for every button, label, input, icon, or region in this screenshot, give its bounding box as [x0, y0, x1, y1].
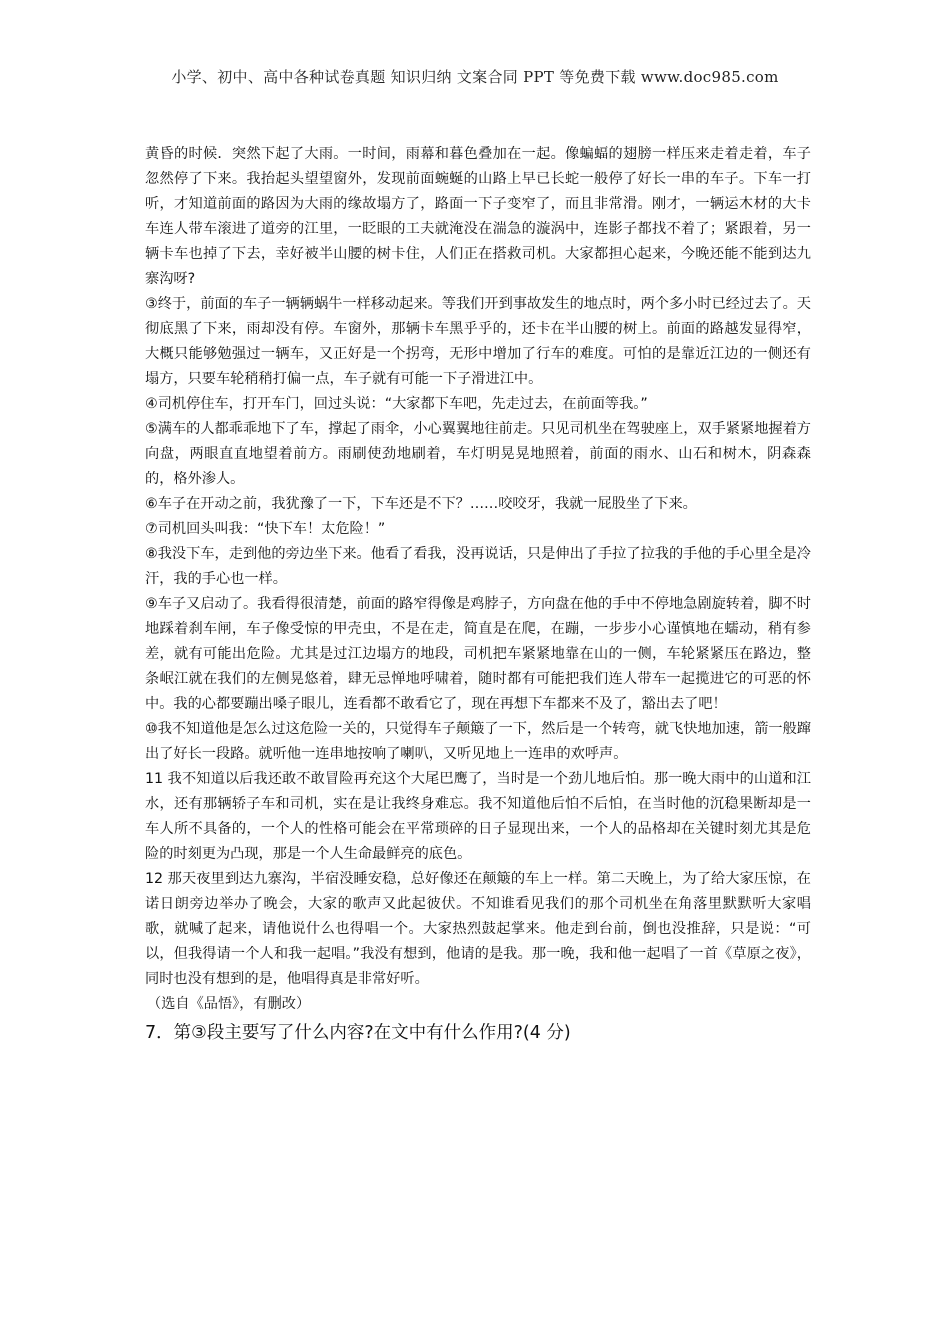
- paragraph-2: 黄昏的时候．突然下起了大雨。一时间，雨幕和暮色叠加在一起。像蝙蝠的翅膀一样压来走着走着，车子忽然停了下来。我抬起头望望窗外，发现前面蜿蜒的山路上早已长蛇一般停了好长一串的车子。下车一打听，才知道前面的路因为大雨的缘故塌方了，路面一下子变窄了，而且非常滑。刚才，一辆运木材的大卡车连人带车滚进了道旁的江里，一眨眼的工夫就淹没在湍急的漩涡中，连影子都找不着了；紧跟着，另一辆卡车也掉了下去，幸好被半山腰的树卡住，人们正在搭救司机。大家都担心起来，今晚还能不能到达九寨沟呀?: [145, 146, 811, 287]
- paragraph-7: ⑦司机回头叫我：“快下车！太危险！”: [145, 521, 386, 537]
- page-header: 小学、初中、高中各种试卷真题 知识归纳 文案合同 PPT 等免费下载 www.doc985.com: [171, 68, 779, 86]
- article-body: [145, 142, 811, 1047]
- paragraph-11: 11 我不知道以后我还敢不敢冒险再充这个大尾巴鹰了，当时是一个劲儿地后怕。那一晚大雨中的山道和江水，还有那辆轿子车和司机，实在是让我终身难忘。我不知道他后怕不后怕，在当时他的沉稳果断却是一车人所不具备的，一个人的性格可能会在平常琐碎的日子显现出来，一个人的品格却在关键时刻尤其是危险的时刻更为凸现，那是一个人生命最鲜亮的底色。: [145, 771, 811, 862]
- paragraph-3: ③终于，前面的车子一辆辆蜗牛一样移动起来。等我们开到事故发生的地点时，两个多小时已经过去了。天彻底黑了下来，雨却没有停。车窗外，那辆卡车黑乎乎的，还卡在半山腰的树上。前面的路越发显得窄，大概只能够勉强过一辆车，又正好是一个拐弯，无形中增加了行车的难度。可怕的是靠近江边的一侧还有塌方，只要车轮稍稍打偏一点，车子就有可能一下子滑进江中。: [145, 296, 811, 387]
- paragraph-12: 12 那天夜里到达九寨沟，半宿没睡安稳，总好像还在颠簸的车上一样。第二天晚上，为了给大家压惊，在诺日朗旁边举办了晚会，大家的歌声又此起彼伏。不知谁看见我们的那个司机坐在角落里默默听大家唱歌，就喊了起来，请他说什么也得唱一个。大家热烈鼓起掌来。他走到台前，倒也没推辞，只是说：“可以，但我得请一个人和我一起唱。”我没有想到，他请的是我。那一晚，我和他一起唱了一首《草原之夜》，同时也没有想到的是，他唱得真是非常好听。: [145, 871, 811, 987]
- question-7: 7．第③段主要写了什么内容?在文中有什么作用?(4 分): [145, 1023, 571, 1043]
- paragraph-6: ⑥车子在开动之前，我犹豫了一下，下车还是不下？……咬咬牙，我就一屁股坐了下来。: [145, 496, 697, 512]
- paragraph-8: ⑧我没下车，走到他的旁边坐下来。他看了看我，没再说话，只是伸出了手拉了拉我的手他的手心里全是冷汗，我的手心也一样。: [145, 546, 811, 587]
- paragraph-9: ⑨车子又启动了。我看得很清楚，前面的路窄得像是鸡脖子，方向盘在他的手中不停地急剧旋转着，脚不时地踩着刹车闸，车子像受惊的甲壳虫，不是在走，简直是在爬，在蹦，一步步小心谨慎地在蠕动，稍有参差，就有可能出危险。尤其是过江边塌方的地段，司机把车紧紧地靠在山的一侧，车轮紧紧压在路边，整条岷江就在我们的左侧晃悠着，肆无忌惮地呼啸着，随时都有可能把我们连人带车一起揽进它的可恶的怀中。我的心都要蹦出嗓子眼儿，连看都不敢看它了，现在再想下车都来不及了，豁出去了吧！: [145, 596, 811, 712]
- source-note: （选自《品悟》，有删改）: [147, 996, 311, 1012]
- paragraph-4: ④司机停住车，打开车门，回过头说：“大家都下车吧，先走过去，在前面等我。”: [145, 396, 648, 412]
- paragraph-5: ⑤满车的人都乖乖地下了车，撑起了雨伞，小心翼翼地往前走。只见司机坐在驾驶座上，双手紧紧地握着方向盘，两眼直直地望着前方。雨刷使劲地刷着，车灯明晃晃地照着，前面的雨水、山石和树木，阴森森的，格外渗人。: [145, 421, 811, 487]
- paragraph-10: ⑩我不知道他是怎么过这危险一关的，只觉得车子颠簸了一下，然后是一个转弯，就飞快地加速，箭一般蹿出了好长一段路。就听他一连串地按响了喇叭，又听见地上一连串的欢呼声。: [145, 721, 811, 762]
